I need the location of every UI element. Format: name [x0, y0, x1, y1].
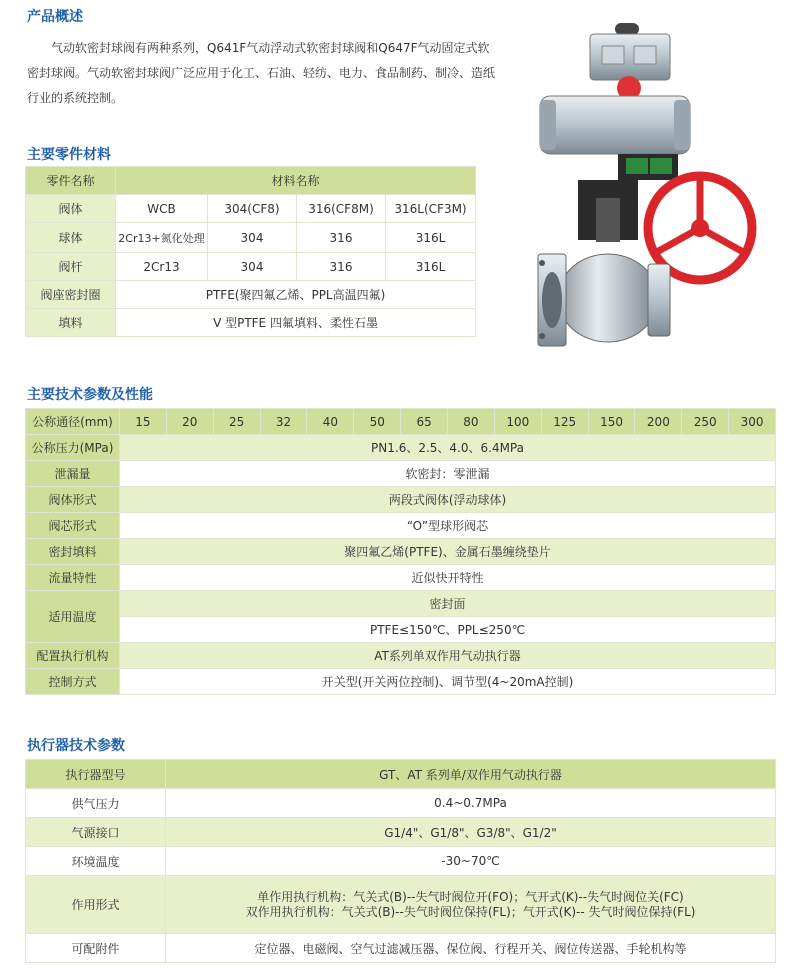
table-cell: 公称通径(mm) — [26, 409, 120, 435]
table-cell: PTFE≤150℃、PPL≤250℃ — [120, 617, 776, 643]
table-cell: 2Cr13+氮化处理 — [116, 223, 208, 253]
table-cell: 适用温度 — [26, 591, 120, 643]
table-cell: 密封面 — [120, 591, 776, 617]
table-row — [26, 487, 776, 513]
table-row — [26, 760, 776, 789]
table-row — [26, 669, 776, 695]
table-cell: 软密封：零泄漏 — [120, 461, 776, 487]
table-row — [26, 513, 776, 539]
table-row — [26, 789, 776, 818]
overview-text: 气动软密封球阀有两种系列，Q641F气动浮动式软密封球阀和Q647F气动固定式软密封球阀。气动软密封球阀广泛应用于化工、石油、轻纺、电力、食品制药、制冷、造纸行业的系统控制。 — [27, 41, 496, 105]
table-cell: 控制方式 — [26, 669, 120, 695]
table-row — [26, 876, 776, 934]
table-cell: 25 — [213, 409, 260, 435]
actuator-table — [25, 759, 776, 963]
table-cell: 50 — [354, 409, 401, 435]
table-row — [26, 539, 776, 565]
table-row — [26, 409, 776, 435]
table-cell: 304 — [208, 253, 297, 281]
table-cell: 200 — [635, 409, 682, 435]
table-cell: 近似快开特性 — [120, 565, 776, 591]
params-table — [25, 408, 776, 695]
table-cell: V 型PTFE 四氟填料、柔性石墨 — [116, 309, 476, 337]
actuator-heading: 执行器技术参数 — [27, 738, 125, 754]
table-row — [26, 643, 776, 669]
table-cell: 执行器型号 — [26, 760, 166, 789]
table-cell: 阀芯形式 — [26, 513, 120, 539]
table-cell: 聚四氟乙烯(PTFE)、金属石墨缠绕垫片 — [120, 539, 776, 565]
table-row — [26, 565, 776, 591]
params-heading: 主要技术参数及性能 — [27, 387, 153, 403]
table-row — [26, 818, 776, 847]
table-cell: AT系列单双作用气动执行器 — [120, 643, 776, 669]
materials-heading: 主要零件材料 — [27, 147, 111, 163]
table-cell: 250 — [682, 409, 729, 435]
table-cell: 300 — [729, 409, 776, 435]
action-line: 双作用执行机构：气关式(B)--失气时阀位保持(FL)；气开式(K)-- 失气时阀位保持(FL) — [245, 904, 696, 919]
table-cell: 20 — [166, 409, 213, 435]
table-row — [26, 461, 776, 487]
table-cell: PN1.6、2.5、4.0、6.4MPa — [120, 435, 776, 461]
table-cell: 两段式阀体(浮动球体) — [120, 487, 776, 513]
table-cell: 100 — [494, 409, 541, 435]
materials-col-material: 材料名称 — [116, 167, 476, 195]
table-cell: 316L(CF3M) — [386, 195, 476, 223]
table-cell: “O”型球形阀芯 — [120, 513, 776, 539]
table-cell: 流量特性 — [26, 565, 120, 591]
table-cell: 密封填料 — [26, 539, 120, 565]
table-row — [26, 435, 776, 461]
table-row — [26, 934, 776, 963]
table-cell: 球体 — [26, 223, 116, 253]
table-cell: 供气压力 — [26, 789, 166, 818]
table-cell: 125 — [541, 409, 588, 435]
table-cell: 开关型(开关两位控制)、调节型(4~20mA控制) — [120, 669, 776, 695]
table-cell: 316L — [386, 253, 476, 281]
table-cell: 阀体 — [26, 195, 116, 223]
materials-col-part: 零件名称 — [26, 167, 116, 195]
table-cell: 填料 — [26, 309, 116, 337]
table-cell: 316 — [297, 253, 386, 281]
table-cell: 316L — [386, 223, 476, 253]
table-cell: 配置执行机构 — [26, 643, 120, 669]
table-cell: 304(CF8) — [208, 195, 297, 223]
table-cell: 80 — [448, 409, 495, 435]
table-cell: -30~70℃ — [166, 847, 776, 876]
table-cell: 环境温度 — [26, 847, 166, 876]
table-cell: 可配附件 — [26, 934, 166, 963]
table-cell: 阀杆 — [26, 253, 116, 281]
table-cell — [166, 876, 776, 934]
table-row — [26, 591, 776, 617]
table-cell: 阀体形式 — [26, 487, 120, 513]
pneumatic-ball-valve-image — [530, 18, 770, 353]
table-cell: 150 — [588, 409, 635, 435]
table-cell: PTFE(聚四氟乙烯、PPL高温四氟) — [116, 281, 476, 309]
table-cell: G1/4"、G1/8"、G3/8"、G1/2" — [166, 818, 776, 847]
table-cell: 2Cr13 — [116, 253, 208, 281]
table-cell: 15 — [120, 409, 167, 435]
table-cell: 304 — [208, 223, 297, 253]
table-row — [26, 847, 776, 876]
table-cell: 作用形式 — [26, 876, 166, 934]
table-cell: 40 — [307, 409, 354, 435]
materials-table — [25, 166, 476, 337]
table-cell: 公称压力(MPa) — [26, 435, 120, 461]
table-cell: 65 — [401, 409, 448, 435]
table-cell: 定位器、电磁阀、空气过滤减压器、保位阀、行程开关、阀位传送器、手轮机构等 — [166, 934, 776, 963]
table-cell: 阀座密封圈 — [26, 281, 116, 309]
table-cell: 32 — [260, 409, 307, 435]
table-row — [26, 617, 776, 643]
table-cell: 316(CF8M) — [297, 195, 386, 223]
table-cell: 316 — [297, 223, 386, 253]
table-cell: WCB — [116, 195, 208, 223]
table-cell: 泄漏量 — [26, 461, 120, 487]
table-cell: GT、AT 系列单/双作用气动执行器 — [166, 760, 776, 789]
overview-heading: 产品概述 — [27, 9, 83, 25]
table-cell: 气源接口 — [26, 818, 166, 847]
table-cell: 0.4~0.7MPa — [166, 789, 776, 818]
action-line: 单作用执行机构：气关式(B)--失气时阀位开(FO)；气开式(K)--失气时阀位关(FC) — [257, 889, 684, 904]
